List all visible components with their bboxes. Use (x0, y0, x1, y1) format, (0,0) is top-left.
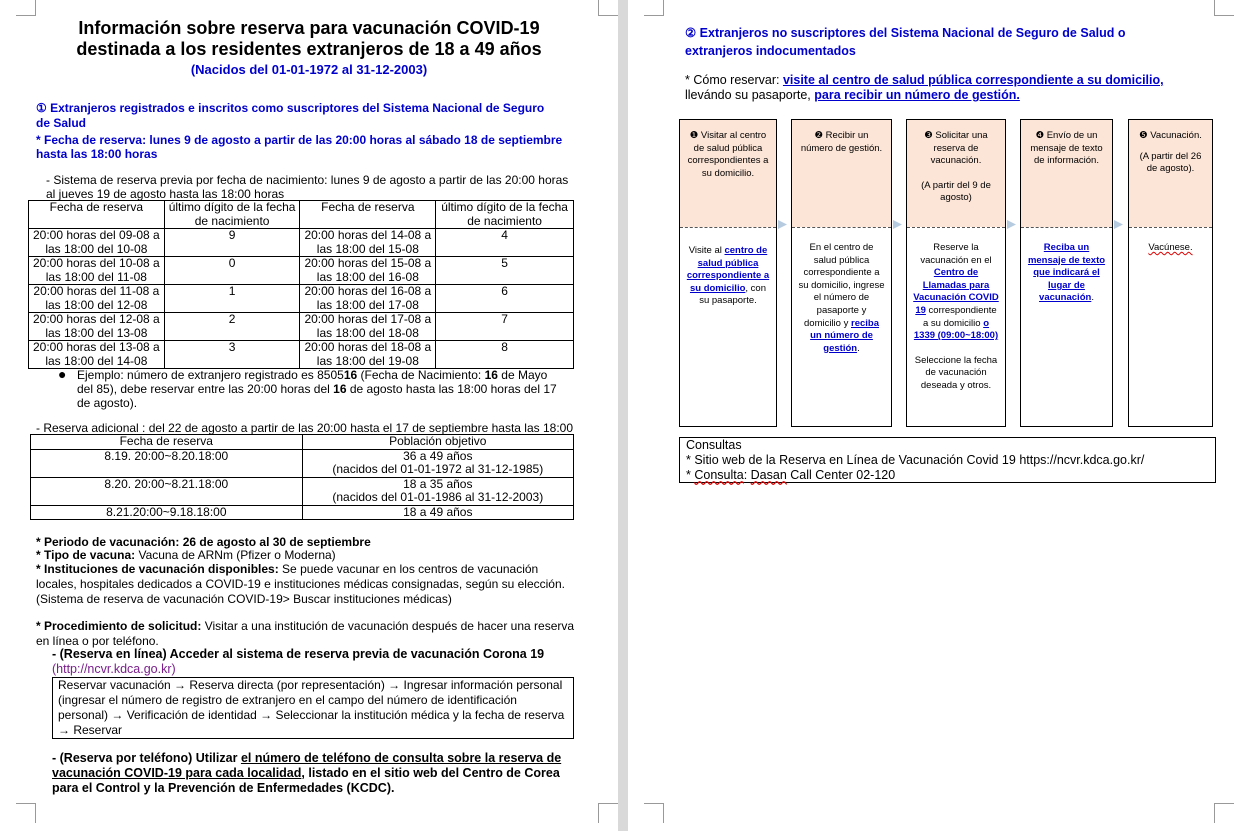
document-page-2 (628, 0, 1234, 831)
table-cell (302, 449, 573, 477)
divider (1021, 227, 1112, 228)
step-text: . (857, 342, 860, 354)
how-mid: llevándo su pasaporte, (685, 88, 815, 102)
reservation-period: * Fecha de reserva: lunes 9 de agosto a partir de las 20:00 horas al sábado 18 de septiembre hasta las 18:00 horas (36, 133, 563, 161)
flow-step-2 (791, 119, 892, 427)
arrow-right-icon (1114, 220, 1123, 229)
table-cell: 0 (164, 257, 300, 285)
vaccine-type-label: * Tipo de vacuna: (36, 548, 136, 562)
flow-step-4 (1020, 119, 1113, 427)
table-cell: 8.19. 20:00~8.20.18:00 (31, 449, 303, 477)
table-header: Fecha de reserva (29, 201, 165, 229)
consult-text: : (743, 468, 751, 482)
step-text: Seleccione la fecha de vacunación deseada y otros. (914, 354, 998, 391)
online-steps-box: Reservar vacunación → Reserva directa (por representación) → Ingresar información personal (ingresar el número de registro de extranjero en el campo del número de identificación personal) → Verificación de identidad → Seleccionar la institución médica y la fecha de reserva → Reservar (52, 677, 574, 739)
example-part: Ejemplo: número de extranjero registrado es 8505 (77, 368, 344, 382)
bullet-icon: ● (58, 366, 67, 382)
how-link-health-center: visite al centro de salud pública correspondiente a su domicilio, (782, 73, 1164, 87)
online-reservation (52, 647, 572, 677)
step-link: centro de salud pública correspondiente a su domicilio (686, 245, 770, 294)
table-cell: 20:00 horas del 09-08 a las 18:00 del 10-08 (29, 229, 165, 257)
population-range: 36 a 49 años (403, 448, 473, 463)
how-to-reserve (685, 73, 1205, 103)
step-text: Vacúnese. (1148, 242, 1193, 253)
table-row (29, 257, 574, 285)
crop-mark (16, 803, 36, 823)
table-cell: 5 (436, 257, 574, 285)
table-cell: 8 (436, 341, 574, 369)
how-link-management-number: para recibir un número de gestión. (814, 88, 1020, 102)
vaccine-type-value: Vacuna de ARNm (Pfizer o Moderna) (135, 548, 336, 562)
flow-step-bottom (792, 242, 891, 355)
consult-title: Consultas (686, 438, 742, 452)
divider (1129, 227, 1212, 228)
birth-digit-table (28, 200, 574, 369)
divider (907, 227, 1005, 228)
phone-suffix: , listado en el sitio web del Centro de Corea para el Control y la Prevención de Enfermedades (KCDC). (52, 766, 560, 795)
table-header: Fecha de reserva (300, 201, 436, 229)
additional-heading: - Reserva adicional : del 22 de agosto a partir de las 20:00 hasta el 17 de septiembre hasta las 18:00 (36, 421, 574, 435)
table-cell: 20:00 horas del 13-08 a las 18:00 del 14-08 (29, 341, 165, 369)
table-cell: 20:00 horas del 10-08 a las 18:00 del 11-08 (29, 257, 165, 285)
consult-text: * (686, 468, 695, 482)
institutions (36, 562, 578, 607)
consult-text: Consulta (694, 468, 744, 482)
table-row (29, 229, 574, 257)
table-cell: 2 (164, 313, 300, 341)
section-2-heading: ② Extranjeros no suscriptores del Sistema Nacional de Seguro de Salud o extranjeros indocumentados (685, 26, 1126, 58)
table-cell: 20:00 horas del 16-08 a las 18:00 del 17-08 (300, 285, 436, 313)
online-heading: - (Reserva en línea) Acceder al sistema de reserva previa de vacunación Corona 19 (52, 647, 545, 661)
table-cell: 9 (164, 229, 300, 257)
step-text: En el centro de salud pública correspondiente a su domicilio, ingrese el número de pasaporte y domicilio y (798, 242, 885, 329)
flow-step-top (1129, 120, 1212, 227)
consult-phone (686, 468, 1209, 483)
additional-table (30, 434, 574, 520)
flow-step-top (907, 120, 1005, 227)
crop-mark (598, 803, 618, 823)
example-bold: 16 (484, 368, 498, 382)
consult-text: Dasan (750, 468, 787, 482)
step-text: Reserve la vacunación en el (920, 242, 992, 266)
table-cell: 8.21.20:00~9.18.18:00 (31, 505, 303, 520)
flow-step-top: ❹ Envío de un mensaje de texto de información. (1021, 120, 1112, 227)
institutions-value: Se puede vacunar en los centros de vacunación locales, hospitales dedicados a COVID-19 e instituciones médicas consignadas, según su elección. (Sistema de reserva de vacunación COVID-19> Buscar instituciones médicas) (36, 562, 565, 606)
table-header: último dígito de la fecha de nacimiento (164, 201, 300, 229)
procedure (36, 619, 576, 649)
table-cell: 7 (436, 313, 574, 341)
vaccination-period: * Periodo de vacunación: 26 de agosto al 30 de septiembre (36, 535, 371, 549)
step-text: correspondiente a su domicilio (922, 304, 997, 329)
table-row (31, 449, 574, 477)
table-cell: 20:00 horas del 15-08 a las 18:00 del 16-08 (300, 257, 436, 285)
crop-mark (644, 803, 664, 823)
table-cell: 20:00 horas del 18-08 a las 18:00 del 19-08 (300, 341, 436, 369)
title-line-1: Información sobre reserva para vacunación COVID-19 (78, 18, 540, 38)
how-prefix: * Cómo reservar: (685, 73, 783, 87)
crop-mark (644, 0, 664, 16)
crop-mark (1214, 0, 1234, 16)
table-row (31, 477, 574, 505)
table-header: último dígito de la fecha de nacimiento (436, 201, 574, 229)
divider (792, 227, 891, 228)
table-row (31, 505, 574, 520)
table-cell: 8.20. 20:00~8.21.18:00 (31, 477, 303, 505)
flow-step-bottom (1129, 242, 1212, 255)
population-birth-range: (nacidos del 01-01-1986 al 31-12-2003) (332, 490, 544, 504)
phone-prefix: - (Reserva por teléfono) Utilizar (52, 751, 241, 765)
table-cell: 20:00 horas del 12-08 a las 18:00 del 13-08 (29, 313, 165, 341)
flow-step-bottom (907, 242, 1005, 393)
example-bold: 16 (343, 368, 358, 382)
institutions-label: * Instituciones de vacunación disponibles: (36, 562, 279, 576)
step-note: (A partir del 9 de agosto) (921, 179, 991, 204)
table-header: Población objetivo (302, 435, 573, 450)
step-text: . (1091, 292, 1094, 304)
step-note: (A partir del 26 de agosto). (1139, 150, 1202, 175)
table-cell: 6 (436, 285, 574, 313)
arrow-right-icon (1007, 220, 1016, 229)
table-cell: 1 (164, 285, 300, 313)
arrow-right-icon (893, 220, 902, 229)
flow-step-top: ❷ Recibir un número de gestión. (792, 120, 891, 227)
flow-step-top: ❶ Visitar al centro de salud pública correspondientes a su domicilio. (680, 120, 776, 227)
procedure-value: Visitar a una institución de vacunación después de hacer una reserva en línea o por teléfono. (36, 619, 575, 648)
phone-consult-link: el número de teléfono de consulta sobre la reserva de vacunación COVID-19 para cada localidad (52, 751, 562, 780)
example-part: de agosto hasta las 18:00 horas del 17 de agosto). (77, 382, 557, 410)
table-row (29, 313, 574, 341)
crop-mark (598, 0, 618, 16)
table-header: Fecha de reserva (31, 435, 303, 450)
consult-website: * Sitio web de la Reserva en Línea de Vacunación Covid 19 https://ncvr.kdca.go.kr/ (686, 453, 1145, 467)
crop-mark (1214, 803, 1234, 823)
step-text: Visite al (688, 245, 725, 256)
table-row (29, 285, 574, 313)
table-cell: 4 (436, 229, 574, 257)
table-cell: 20:00 horas del 17-08 a las 18:00 del 18-08 (300, 313, 436, 341)
presystem-note: - Sistema de reserva previa por fecha de nacimiento: lunes 9 de agosto a partir de las 20:00 horas al jueves 19 de agosto hasta las 18:00 horas (46, 173, 569, 201)
online-link[interactable]: (http://ncvr.kdca.go.kr) (52, 662, 176, 676)
flow-step-5 (1128, 119, 1213, 427)
crop-mark (16, 0, 36, 16)
population-range: 18 a 35 años (403, 476, 473, 491)
table-row (29, 341, 574, 369)
example-part: (Fecha de Nacimiento: (357, 368, 485, 382)
step-title: ❺ Vacunación. (1139, 130, 1202, 141)
population-birth-range: (nacidos del 01-01-1972 al 31-12-1985) (332, 462, 544, 476)
example-bold: 16 (333, 382, 347, 396)
example-text (77, 368, 563, 410)
consult-box (679, 437, 1216, 483)
step-link: o 1339 (09:00~18:00) (913, 317, 999, 342)
phone-reservation (52, 751, 572, 796)
table-cell: 20:00 horas del 11-08 a las 18:00 del 12-08 (29, 285, 165, 313)
table-cell: 3 (164, 341, 300, 369)
flow-step-bottom (1021, 242, 1112, 305)
section-1-heading: ① Extranjeros registrados e inscritos como suscriptores del Sistema Nacional de Seguro de Salud (36, 101, 545, 130)
step-link: reciba un número de gestión (810, 317, 879, 354)
step-link: Reciba un mensaje de texto que indicará el lugar de vacunación (1027, 242, 1106, 304)
title-line-2: destinada a los residentes extranjeros de 18 a 49 años (76, 39, 542, 59)
procedure-label: * Procedimiento de solicitud: (36, 619, 202, 633)
page-title (36, 18, 582, 60)
flow-step-bottom (680, 245, 776, 308)
step-title: ❸ Solicitar una reserva de vacunación. (924, 130, 988, 167)
step-text: , con su pasaporte. (699, 282, 767, 307)
divider (680, 227, 776, 228)
table-cell: 18 a 49 años (302, 505, 573, 520)
arrow-right-icon (778, 220, 787, 229)
vaccine-type (36, 548, 576, 562)
flow-step-3 (906, 119, 1006, 427)
example-part: de Mayo del 85), debe reservar entre las 20:00 horas del (77, 368, 548, 396)
table-cell: 20:00 horas del 14-08 a las 18:00 del 15-08 (300, 229, 436, 257)
flow-step-1 (679, 119, 777, 427)
consult-text: Call Center 02-120 (786, 468, 896, 482)
page-subtitle: (Nacidos del 01-01-1972 al 31-12-2003) (190, 62, 428, 77)
step-link: Centro de Llamadas para Vacunación COVID 19 (913, 267, 999, 316)
table-cell (302, 477, 573, 505)
